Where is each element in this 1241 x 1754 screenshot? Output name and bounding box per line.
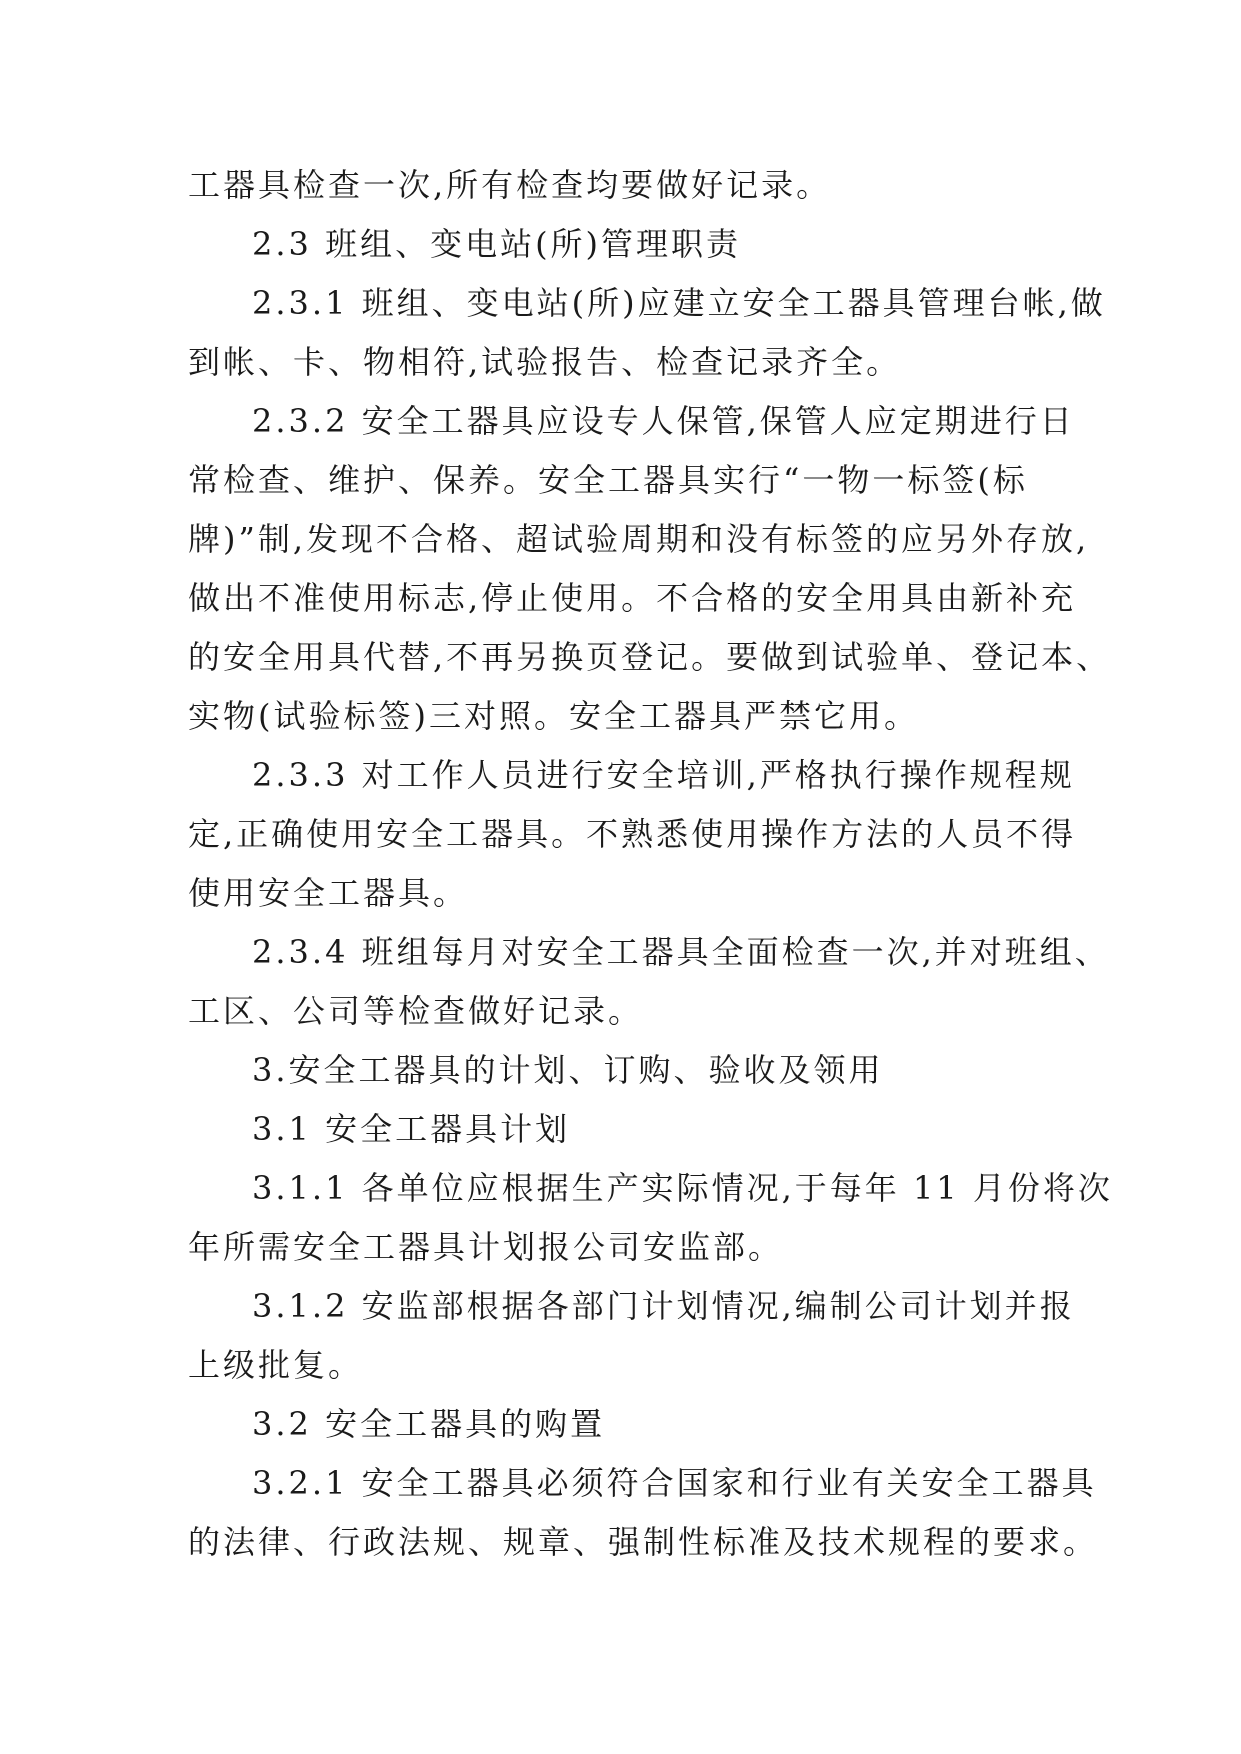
section-heading: 3.安全工器具的计划、订购、验收及领用 [252, 1051, 884, 1089]
text-line: 到帐、卡、物相符,试验报告、检查记录齐全。 [188, 343, 902, 381]
text-line: 2.3.1 班组、变电站(所)应建立安全工器具管理台帐,做 [252, 284, 1106, 322]
section-heading: 3.1 安全工器具计划 [252, 1110, 571, 1148]
text-line: 牌)”制,发现不合格、超试验周期和没有标签的应另外存放, [188, 520, 1090, 558]
text-line: 工区、公司等检查做好记录。 [188, 992, 644, 1030]
text-line: 2.3.3 对工作人员进行安全培训,严格执行操作规程规 [252, 756, 1075, 794]
text-line: 2.3.4 班组每月对安全工器具全面检查一次,并对班组、 [252, 933, 1110, 971]
text-line: 3.1.2 安监部根据各部门计划情况,编制公司计划并报 [252, 1287, 1075, 1325]
section-heading: 2.3 班组、变电站(所)管理职责 [252, 225, 742, 263]
section-heading: 3.2 安全工器具的购置 [252, 1405, 606, 1443]
text-line: 实物(试验标签)三对照。安全工器具严禁它用。 [188, 697, 919, 735]
text-line: 的法律、行政法规、规章、强制性标准及技术规程的要求。 [188, 1523, 1099, 1561]
text-line: 3.1.1 各单位应根据生产实际情况,于每年 11 月份将次 [252, 1169, 1113, 1207]
text-line: 使用安全工器具。 [188, 874, 469, 912]
text-line: 的安全用具代替,不再另换页登记。要做到试验单、登记本、 [188, 638, 1112, 676]
text-line: 工器具检查一次,所有检查均要做好记录。 [188, 166, 832, 204]
text-line: 2.3.2 安全工器具应设专人保管,保管人应定期进行日 [252, 402, 1075, 440]
text-line: 常检查、维护、保养。安全工器具实行“一物一标签(标 [188, 461, 1028, 499]
text-line: 上级批复。 [188, 1346, 364, 1384]
text-line: 定,正确使用安全工器具。不熟悉使用操作方法的人员不得 [188, 815, 1077, 853]
text-line: 3.2.1 安全工器具必须符合国家和行业有关安全工器具 [252, 1464, 1097, 1502]
text-line: 年所需安全工器具计划报公司安监部。 [188, 1228, 784, 1266]
text-line: 做出不准使用标志,停止使用。不合格的安全用具由新补充 [188, 579, 1077, 617]
